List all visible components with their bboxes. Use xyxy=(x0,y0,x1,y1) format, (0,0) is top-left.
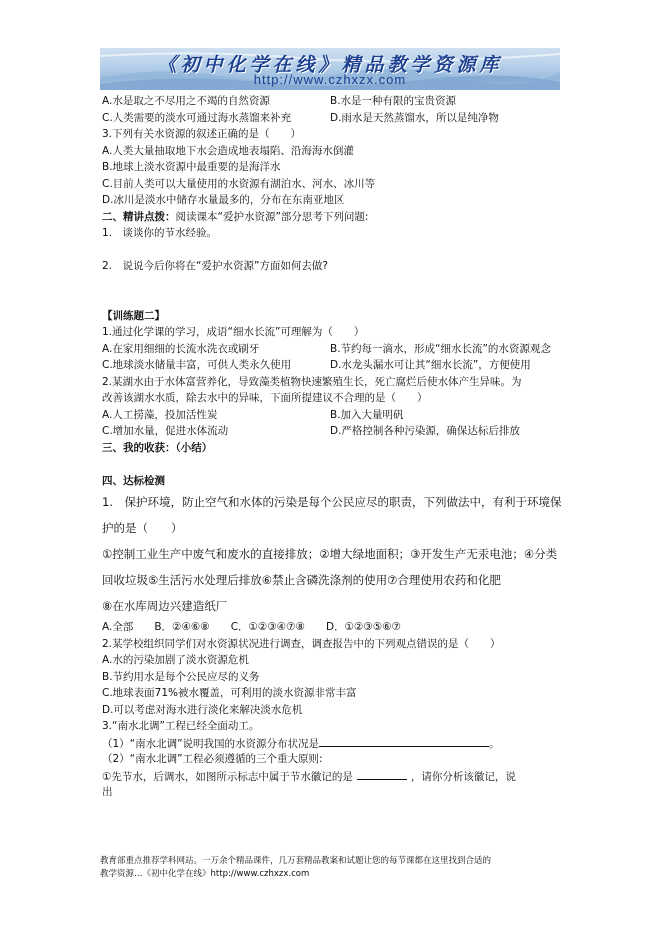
option-text: C.人类需要的淡水可通过海水蒸馏来补充 xyxy=(102,111,292,124)
option-text: B.加入大量明矾 xyxy=(330,408,404,421)
option-text: C.增加水量，促进水体流动 xyxy=(102,425,229,437)
question-text: 2.某学校组织同学们对水资源状况进行调查，调查报告中的下列观点错误的是（ ） xyxy=(102,637,501,650)
answer-blank[interactable] xyxy=(319,735,489,747)
question-text: ⑧在水库周边兴建造纸厂 xyxy=(102,599,228,613)
question-text: ①先节水，后调水，如图所示标志中属于节水徽记的是 xyxy=(102,770,353,783)
option-text: B.水是一种有限的宝贵资源 xyxy=(330,95,457,107)
t2-options-ab xyxy=(102,407,564,424)
option-text: D.水龙头漏水可让其“细水长流”，方便使用 xyxy=(330,359,531,371)
q2-options-ab xyxy=(102,93,564,110)
question-text: 3.“南水北调”工程已经全面动工。 xyxy=(102,720,260,732)
t2-options-cd xyxy=(102,423,564,440)
question-text: 改善该湖水水质，除去水中的异味，下面所提建议不合理的是（ ） xyxy=(102,392,428,404)
question-text: （2）“南水北调”工程必须遵循的三个重大原则: xyxy=(102,753,323,765)
header-banner xyxy=(100,48,560,90)
option-text: B.地球上淡水资源中最重要的是海洋水 xyxy=(102,161,281,173)
q2-options-cd xyxy=(102,110,564,127)
section-instruction: 阅读课本“爱护水资源”部分思考下列问题: xyxy=(175,210,369,223)
option-text: A.水的污染加剧了淡水资源危机 xyxy=(102,654,249,666)
question-text: 1. 谈谈你的节水经验。 xyxy=(102,227,218,239)
t1-options-cd xyxy=(102,357,564,374)
question-text: （1）“南水北调”说明我国的水资源分布状况是 xyxy=(102,737,320,750)
footer-url-link[interactable]: http://www.czhxzx.com xyxy=(210,869,310,879)
question-text: 护的是（ ） xyxy=(102,521,183,535)
section-title: 【训练题二】 xyxy=(102,309,165,322)
footer-text: 教学资源…《初中化学在线》 xyxy=(100,869,211,879)
question-text: 1.通过化学课的学习，成语“细水长流”可理解为（ ） xyxy=(102,326,365,338)
question-text: 2.某湖水由于水体富营养化，导致藻类植物快速繁殖生长，死亡腐烂后使水体产生异味。为 xyxy=(102,375,522,388)
section-heading xyxy=(102,209,564,226)
option-text: D.雨水是天然蒸馏水，所以是纯净物 xyxy=(330,111,499,124)
answer-blank[interactable] xyxy=(357,768,407,780)
fill-in-line xyxy=(102,768,564,785)
page-footer xyxy=(100,855,570,881)
option-text: D.严格控制各种污染源，确保达标后排放 xyxy=(330,425,520,437)
question-text: 3.下列有关水资源的叙述正确的是（ ） xyxy=(102,128,302,140)
option-text: A.人工捞藻，投加活性炭 xyxy=(102,408,218,421)
question-text: 出 xyxy=(102,786,113,798)
banner-url-link[interactable]: http://www.czhxzx.com xyxy=(253,72,407,87)
section-title: 四、达标检测 xyxy=(102,474,165,487)
option-text: C.目前人类可以大量使用的水资源有湖泊水、河水、冰川等 xyxy=(102,177,376,190)
question-text: 回收垃圾⑤生活污水处理后排放⑥禁止含磷洗涤剂的使用⑦合理使用农药和化肥 xyxy=(102,573,501,587)
question-text: 。 xyxy=(489,737,500,750)
option-text: A.在家用细细的长流水洗衣或刷牙 xyxy=(102,342,260,355)
option-text: B.节约用水是每个公民应尽的义务 xyxy=(102,670,260,683)
option-text: C.地球淡水储量丰富，可供人类永久使用 xyxy=(102,359,292,371)
option-text: D.冰川是淡水中储存水量最多的，分布在东南亚地区 xyxy=(102,194,345,206)
option-text: C.地球表面71%被水覆盖，可利用的淡水资源非常丰富 xyxy=(102,687,357,699)
answer-options: A.全部 B．②④⑥⑧ C．①②③④⑦⑧ D．①②③⑤⑥⑦ xyxy=(102,621,402,633)
banner-title: 《初中化学在线》精品教学资源库 xyxy=(157,54,503,76)
question-text: ①控制工业生产中废气和废水的直接排放；②增大绿地面积；③开发生产无汞电池；④分类 xyxy=(102,547,558,561)
option-text: A.人类大量抽取地下水会造成地表塌陷、沿海海水倒灌 xyxy=(102,144,354,157)
t1-options-ab xyxy=(102,341,564,358)
question-text: 1. 保护环境，防止空气和水体的污染是每个公民应尽的职责，下列做法中，有利于环境保 xyxy=(102,495,562,509)
footer-line-2 xyxy=(100,868,570,881)
footer-line: 教育部重点推荐学科网站。一万余个精品课件，几万套精品教案和试题让您的每节课都在这里找到合适的 xyxy=(100,856,492,866)
fill-in-line xyxy=(102,735,564,752)
section-title: 三、我的收获：（小结） xyxy=(102,441,213,454)
section-title: 二、精讲点拨： xyxy=(102,210,176,223)
question-text: 2. 说说今后你将在“爱护水资源”方面如何去做? xyxy=(102,260,328,272)
option-text: B.节约每一滴水，形成“细水长流”的水资源观念 xyxy=(330,342,551,355)
option-text: D.可以考虑对海水进行淡化来解决淡水危机 xyxy=(102,703,303,716)
document-body xyxy=(102,93,564,801)
option-text: A.水是取之不尽用之不竭的自然资源 xyxy=(102,95,270,107)
question-text: ，请你分析该徽记，说 xyxy=(410,770,516,783)
